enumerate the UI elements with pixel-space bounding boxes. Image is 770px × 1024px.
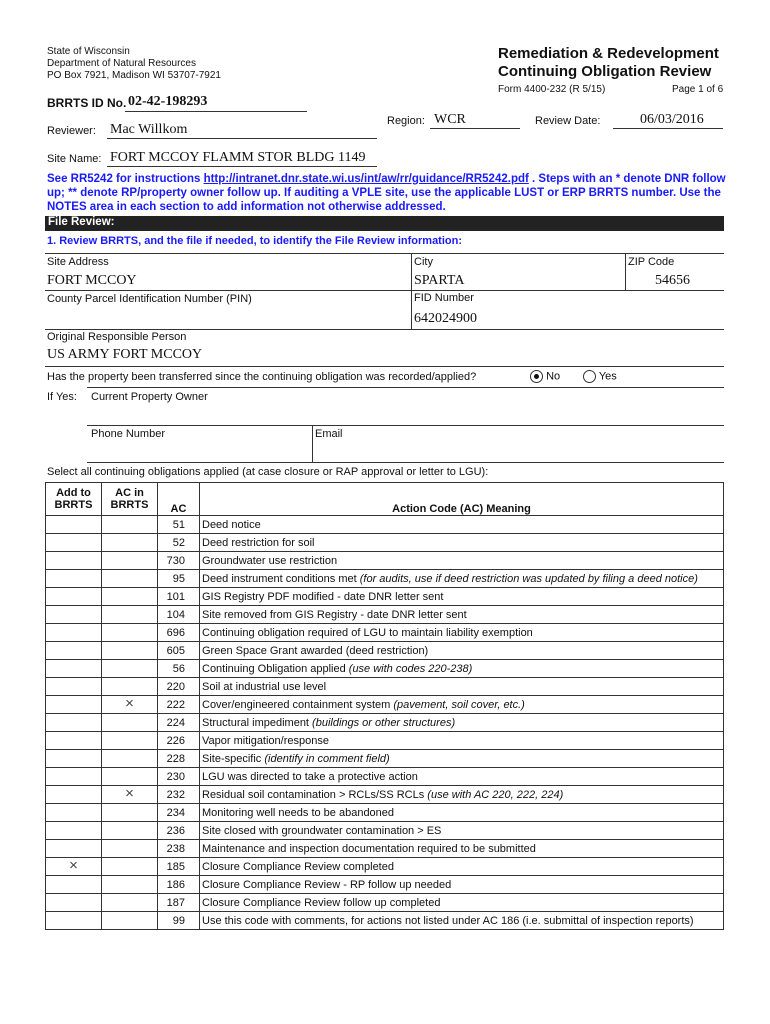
instructions-post: . Steps with an * denote DNR follow up; ** denote RP/property owner follow up. If auditing a VPLE site, use the applicable LUST or ERP BRRTS number. Use the NOTES area in each section to add information not otherwise addressed. [47,173,726,213]
meaning-note: (pavement, soil cover, etc.) [393,698,525,711]
meaning-text: Deed restriction for soil [202,536,315,549]
ac-code: 730 [158,552,200,570]
ac-in-brrts-cell[interactable] [102,714,158,732]
ac-meaning [200,894,724,912]
ac-code: 238 [158,840,200,858]
table-row [46,822,724,840]
radio-no-label: No [546,370,561,383]
meaning-text: Green Space Grant awarded (deed restriction) [202,644,429,657]
ac-in-brrts-cell[interactable] [102,858,158,876]
meaning-text: Continuing obligation required of LGU to maintain liability exemption [202,626,533,639]
table-row [46,768,724,786]
section-header-file-review: File Review: [45,216,724,231]
current-owner-label: Current Property Owner [91,391,208,403]
table-row [46,750,724,768]
meaning-text: Closure Compliance Review completed [202,860,394,873]
radio-yes-indicator[interactable] [583,370,596,383]
ac-meaning [200,768,724,786]
ac-code: 101 [158,588,200,606]
add-to-brrts-cell[interactable] [46,642,102,660]
table-row [46,660,724,678]
ac-in-brrts-cell[interactable] [102,786,158,804]
ac-code: 232 [158,786,200,804]
meaning-note: (for audits, use if deed restriction was updated by filing a deed notice) [359,572,698,585]
meaning-text: Vapor mitigation/response [202,734,329,747]
check-mark-x-icon: × [125,785,134,802]
ac-in-brrts-cell[interactable] [102,912,158,930]
add-to-brrts-cell[interactable] [46,732,102,750]
ac-in-brrts-cell[interactable] [102,642,158,660]
reviewer-label: Reviewer: [47,125,96,137]
instructions [47,172,727,214]
check-mark-x-icon: × [125,695,134,712]
ac-code: 224 [158,714,200,732]
ac-meaning [200,534,724,552]
table-row [46,696,724,714]
ac-in-brrts-cell[interactable] [102,804,158,822]
zip-field[interactable]: 54656 [655,273,690,288]
add-to-brrts-cell[interactable] [46,858,102,876]
ac-code: 99 [158,912,200,930]
meaning-text: Site closed with groundwater contamination > ES [202,824,442,837]
ac-in-brrts-cell[interactable] [102,516,158,534]
add-to-brrts-cell[interactable] [46,516,102,534]
ac-meaning [200,642,724,660]
add-to-brrts-cell[interactable] [46,678,102,696]
ac-in-brrts-cell[interactable] [102,570,158,588]
meaning-text: Deed instrument conditions met [202,572,360,585]
ac-in-brrts-cell[interactable] [102,552,158,570]
table-row [46,624,724,642]
ac-meaning [200,606,724,624]
ac-code: 228 [158,750,200,768]
instructions-pre: See RR5242 for instructions [47,173,204,185]
ac-in-brrts-cell[interactable] [102,696,158,714]
meaning-text: Monitoring well needs to be abandoned [202,806,395,819]
add-to-brrts-cell[interactable] [46,894,102,912]
ac-code: 56 [158,660,200,678]
table-intro: Select all continuing obligations applied (at case closure or RAP approval or letter to LGU): [47,466,489,478]
form-title-line2: Continuing Obligation Review [498,63,712,80]
meaning-text: Deed notice [202,518,261,531]
meaning-note: (use with AC 220, 222, 224) [427,788,564,801]
ac-code: 226 [158,732,200,750]
ac-in-brrts-cell[interactable] [102,660,158,678]
table-row [46,516,724,534]
ac-meaning [200,858,724,876]
region-label: Region: [387,115,425,127]
transfer-question: Has the property been transferred since the continuing obligation was recorded/applied? [47,371,477,383]
ac-in-brrts-cell[interactable] [102,534,158,552]
table-row [46,912,724,930]
meaning-text: GIS Registry PDF modified - date DNR letter sent [202,590,444,603]
region-field[interactable]: WCR [434,112,466,127]
ac-code: 186 [158,876,200,894]
ac-in-brrts-cell[interactable] [102,588,158,606]
table-row [46,534,724,552]
orp-field[interactable]: US ARMY FORT MCCOY [47,347,203,362]
orp-label: Original Responsible Person [47,331,187,343]
ac-code: 104 [158,606,200,624]
fid-field[interactable]: 642024900 [414,311,477,326]
ac-in-brrts-cell[interactable] [102,624,158,642]
review-date-field[interactable]: 06/03/2016 [640,112,704,127]
header-meaning: Action Code (AC) Meaning [200,483,724,516]
table-row [46,732,724,750]
table-row [46,678,724,696]
add-to-brrts-cell[interactable] [46,714,102,732]
site-address-field[interactable]: FORT MCCOY [47,273,137,288]
ac-meaning [200,624,724,642]
meaning-note: (buildings or other structures) [312,716,456,729]
ac-code: 95 [158,570,200,588]
meaning-text: Site removed from GIS Registry - date DNR letter sent [202,608,467,621]
add-to-brrts-cell[interactable] [46,804,102,822]
ac-code: 187 [158,894,200,912]
site-address-label: Site Address [47,256,109,268]
ac-in-brrts-cell[interactable] [102,606,158,624]
ac-in-brrts-cell[interactable] [102,894,158,912]
ac-code: 605 [158,642,200,660]
ac-meaning [200,516,724,534]
header-add-to-brrts: Add to BRRTS [46,483,102,516]
agency-line-3: PO Box 7921, Madison WI 53707-7921 [47,70,221,81]
ac-in-brrts-cell[interactable] [102,750,158,768]
ac-meaning [200,732,724,750]
ac-code: 230 [158,768,200,786]
ac-code: 696 [158,624,200,642]
step-1-instruction: 1. Review BRRTS, and the file if needed, to identify the File Review information: [47,235,463,247]
radio-yes-label: Yes [598,370,617,383]
fid-label: FID Number [414,292,474,304]
site-name-label: Site Name: [47,153,102,165]
header-ac-in-brrts: AC in BRRTS [102,483,158,516]
agency-line-1: State of Wisconsin [47,46,130,57]
ac-meaning [200,822,724,840]
table-row [46,570,724,588]
meaning-text: Closure Compliance Review - RP follow up needed [202,878,452,891]
radio-no-indicator[interactable] [530,370,543,383]
check-mark-x-icon: × [69,857,78,874]
add-to-brrts-cell[interactable] [46,570,102,588]
add-to-brrts-cell[interactable] [46,534,102,552]
review-date-label: Review Date: [535,115,601,127]
ac-meaning [200,660,724,678]
table-row [46,894,724,912]
table-row [46,876,724,894]
meaning-text: Maintenance and inspection documentation required to be submitted [202,842,536,855]
meaning-note: (identify in comment field) [264,752,390,765]
ac-meaning [200,912,724,930]
table-row [46,858,724,876]
table-row [46,786,724,804]
table-header-row [46,483,724,516]
add-to-brrts-cell[interactable] [46,588,102,606]
ac-meaning [200,696,724,714]
add-to-brrts-cell[interactable] [46,840,102,858]
site-name-field[interactable]: FORT MCCOY FLAMM STOR BLDG 1149 [110,150,366,165]
header-ac: AC [158,483,200,516]
meaning-text: Cover/engineered containment system [202,698,394,711]
form-title-line1: Remediation & Redevelopment [498,45,719,62]
radio-yes[interactable] [583,370,617,383]
table-row [46,714,724,732]
ac-meaning [200,678,724,696]
pin-label: County Parcel Identification Number (PIN) [47,293,252,305]
add-to-brrts-cell[interactable] [46,912,102,930]
meaning-text: Use this code with comments, for actions not listed under AC 186 (i.e. submittal of inspection reports) [202,914,694,927]
ac-in-brrts-cell[interactable] [102,678,158,696]
add-to-brrts-cell[interactable] [46,552,102,570]
ac-meaning [200,876,724,894]
add-to-brrts-cell[interactable] [46,750,102,768]
ac-code: 236 [158,822,200,840]
ac-code: 220 [158,678,200,696]
ac-in-brrts-cell[interactable] [102,876,158,894]
add-to-brrts-cell[interactable] [46,624,102,642]
add-to-brrts-cell[interactable] [46,822,102,840]
if-yes-label: If Yes: [47,391,77,403]
add-to-brrts-cell[interactable] [46,786,102,804]
meaning-text: Site-specific [202,752,265,765]
add-to-brrts-cell[interactable] [46,696,102,714]
ac-code: 222 [158,696,200,714]
meaning-text: Soil at industrial use level [202,680,327,693]
meaning-text: Structural impediment [202,716,313,729]
meaning-text: Closure Compliance Review follow up completed [202,896,441,909]
ac-code: 52 [158,534,200,552]
phone-label: Phone Number [91,428,165,440]
brrts-field[interactable]: 02-42-198293 [128,94,208,109]
radio-no[interactable] [530,370,560,383]
email-label: Email [315,428,343,440]
agency-line-2: Department of Natural Resources [47,58,196,69]
reviewer-field[interactable]: Mac Willkom [110,122,188,137]
ac-in-brrts-cell[interactable] [102,840,158,858]
action-code-table [45,482,724,930]
ac-meaning [200,750,724,768]
add-to-brrts-cell[interactable] [46,768,102,786]
meaning-note: (use with codes 220-238) [348,662,473,675]
ac-in-brrts-cell[interactable] [102,822,158,840]
ac-code: 51 [158,516,200,534]
instructions-link[interactable]: http://intranet.dnr.state.wi.us/int/aw/rr/guidance/RR5242.pdf [203,173,529,185]
meaning-text: Continuing Obligation applied [202,662,349,675]
table-row [46,840,724,858]
meaning-text: LGU was directed to take a protective action [202,770,418,783]
add-to-brrts-cell[interactable] [46,876,102,894]
add-to-brrts-cell[interactable] [46,660,102,678]
ac-meaning [200,804,724,822]
ac-meaning [200,840,724,858]
ac-meaning [200,570,724,588]
meaning-text: Residual soil contamination > RCLs/SS RCLs [202,788,428,801]
ac-meaning [200,552,724,570]
table-row [46,552,724,570]
city-field[interactable]: SPARTA [414,273,465,288]
table-row [46,606,724,624]
ac-code: 185 [158,858,200,876]
brrts-label: BRRTS ID No. [47,96,127,110]
meaning-text: Groundwater use restriction [202,554,338,567]
ac-meaning [200,786,724,804]
form-number: Form 4400-232 (R 5/15) [498,84,606,95]
ac-in-brrts-cell[interactable] [102,732,158,750]
table-row [46,588,724,606]
ac-code: 234 [158,804,200,822]
ac-in-brrts-cell[interactable] [102,768,158,786]
zip-label: ZIP Code [628,256,675,268]
ac-meaning [200,714,724,732]
table-row [46,642,724,660]
add-to-brrts-cell[interactable] [46,606,102,624]
city-label: City [414,256,433,268]
page-number: Page 1 of 6 [672,84,724,95]
ac-meaning [200,588,724,606]
table-row [46,804,724,822]
